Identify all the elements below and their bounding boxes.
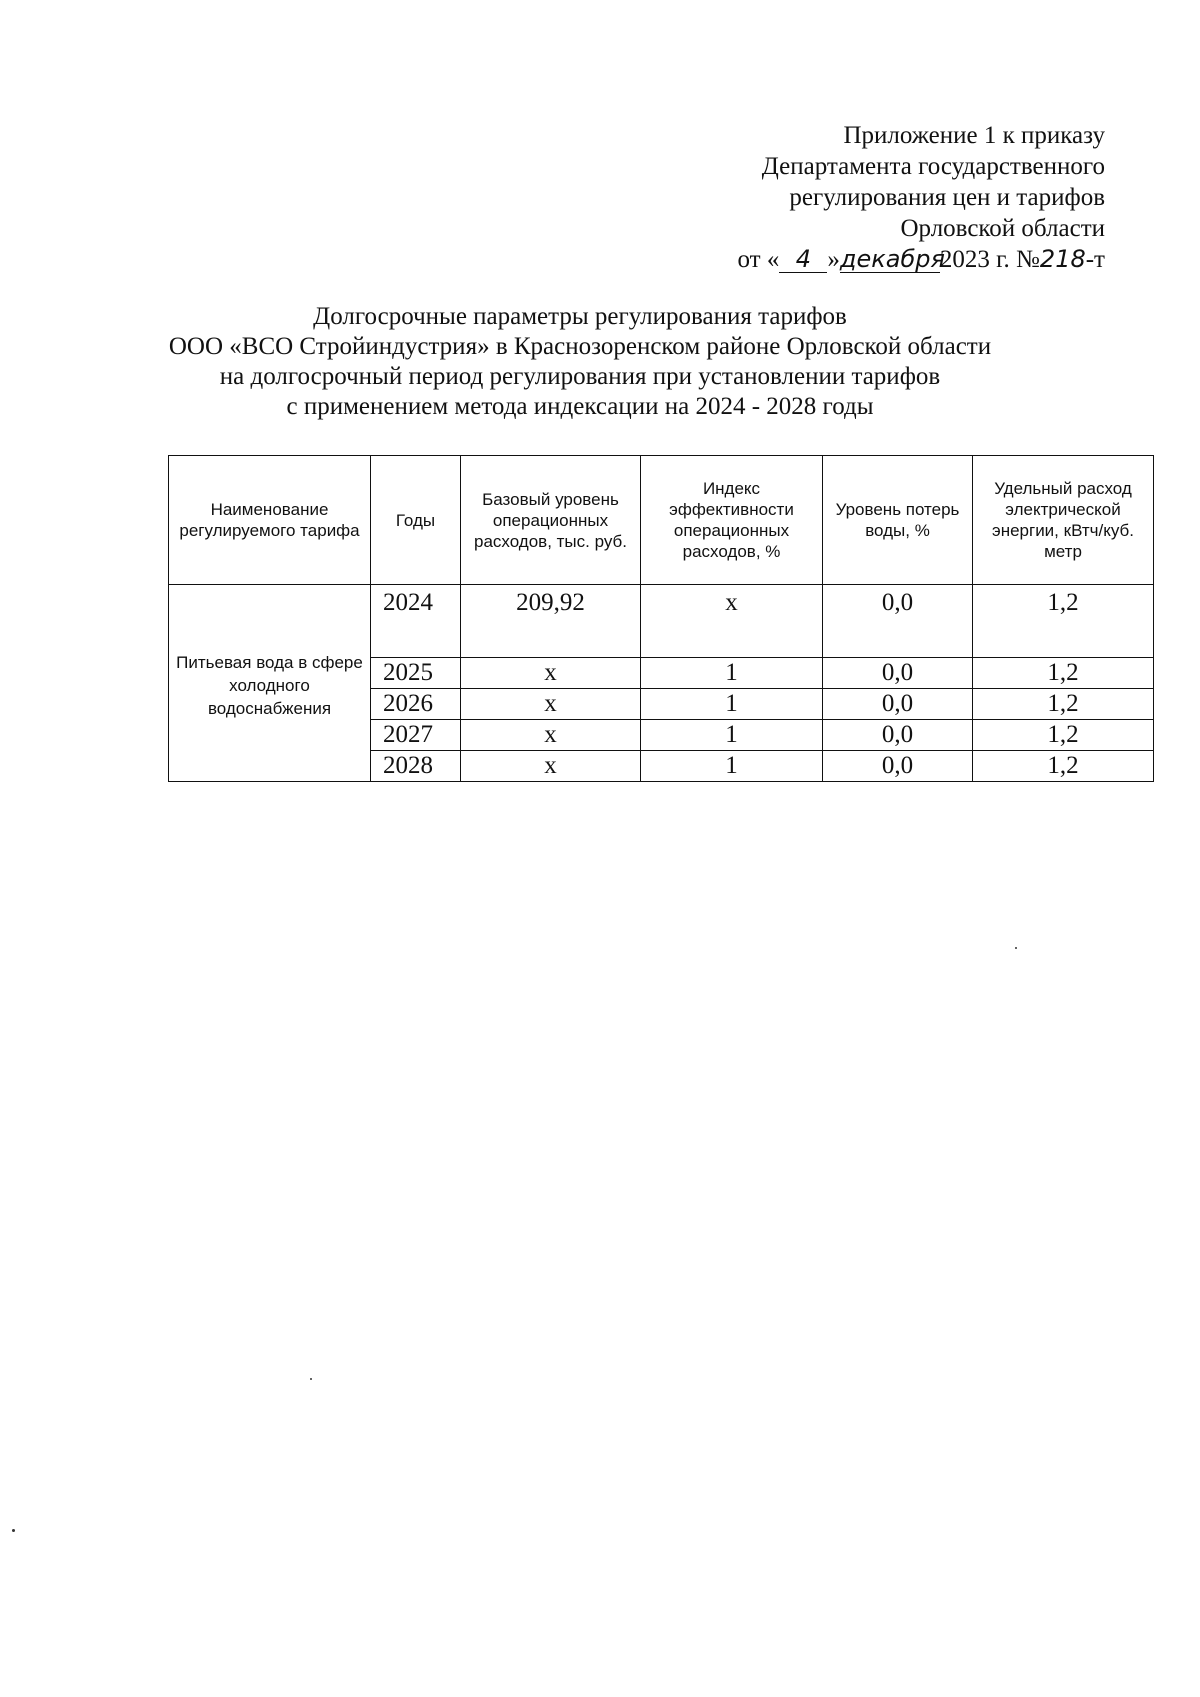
water-loss-cell: 0,0: [823, 751, 973, 782]
year-cell: 2028: [371, 751, 461, 782]
order-prefix: от «: [737, 246, 780, 273]
appendix-line: Приложение 1 к приказу: [843, 122, 1105, 149]
year-cell: 2024: [371, 585, 461, 658]
efficiency-index-cell: 1: [641, 658, 823, 689]
parameters-table: [168, 455, 1154, 782]
base-level-cell: x: [461, 720, 641, 751]
water-loss-cell: 0,0: [823, 689, 973, 720]
title-line: на долгосрочный период регулирования при установлении тарифов: [219, 363, 941, 390]
header-base-level: Базовый уровень операционных расходов, тыс. руб.: [461, 456, 641, 585]
efficiency-index-cell: 1: [641, 751, 823, 782]
order-month: декабря: [839, 245, 945, 273]
title-line: Долгосрочные параметры регулирования тарифов: [313, 303, 847, 330]
base-level-cell: 209,92: [461, 585, 641, 658]
year-cell: 2027: [371, 720, 461, 751]
scan-speck: [310, 1378, 312, 1380]
year-cell: 2025: [371, 658, 461, 689]
energy-cell: 1,2: [973, 658, 1154, 689]
order-suffix: -т: [1085, 246, 1105, 273]
order-reference: [738, 244, 1105, 275]
header-efficiency-index: Индекс эффективности операционных расходов, %: [641, 456, 823, 585]
appendix-header: [738, 120, 1105, 275]
base-level-cell: x: [461, 658, 641, 689]
tariff-name-cell: Питьевая вода в сфере холодного водоснабжения: [169, 585, 371, 782]
water-loss-cell: 0,0: [823, 720, 973, 751]
order-number: 218: [1039, 245, 1086, 273]
title-line: ООО «ВСО Стройиндустрия» в Краснозоренском районе Орловской области: [168, 333, 992, 360]
water-loss-cell: 0,0: [823, 658, 973, 689]
document-title: [150, 302, 1010, 422]
table-header-row: [169, 456, 1154, 585]
scan-speck: [1015, 947, 1017, 949]
appendix-line: Орловской области: [900, 215, 1105, 242]
order-mid: »: [827, 246, 840, 273]
energy-cell: 1,2: [973, 751, 1154, 782]
order-year: 2023 г. №: [939, 246, 1040, 273]
title-line: с применением метода индексации на 2024 - 2028 годы: [286, 393, 874, 420]
appendix-line: Департамента государственного: [761, 153, 1105, 180]
water-loss-cell: 0,0: [823, 585, 973, 658]
header-energy-consumption: Удельный расход электрической энергии, кВтч/куб. метр: [973, 456, 1154, 585]
table-row: [169, 585, 1154, 658]
appendix-line: регулирования цен и тарифов: [789, 184, 1105, 211]
year-cell: 2026: [371, 689, 461, 720]
base-level-cell: x: [461, 751, 641, 782]
header-water-loss: Уровень потерь воды, %: [823, 456, 973, 585]
scan-speck: [12, 1529, 15, 1532]
efficiency-index-cell: 1: [641, 689, 823, 720]
efficiency-index-cell: x: [641, 585, 823, 658]
base-level-cell: x: [461, 689, 641, 720]
energy-cell: 1,2: [973, 689, 1154, 720]
header-tariff-name: Наименование регулируемого тарифа: [169, 456, 371, 585]
header-years: Годы: [371, 456, 461, 585]
energy-cell: 1,2: [973, 585, 1154, 658]
efficiency-index-cell: 1: [641, 720, 823, 751]
order-day: 4: [779, 246, 827, 273]
energy-cell: 1,2: [973, 720, 1154, 751]
